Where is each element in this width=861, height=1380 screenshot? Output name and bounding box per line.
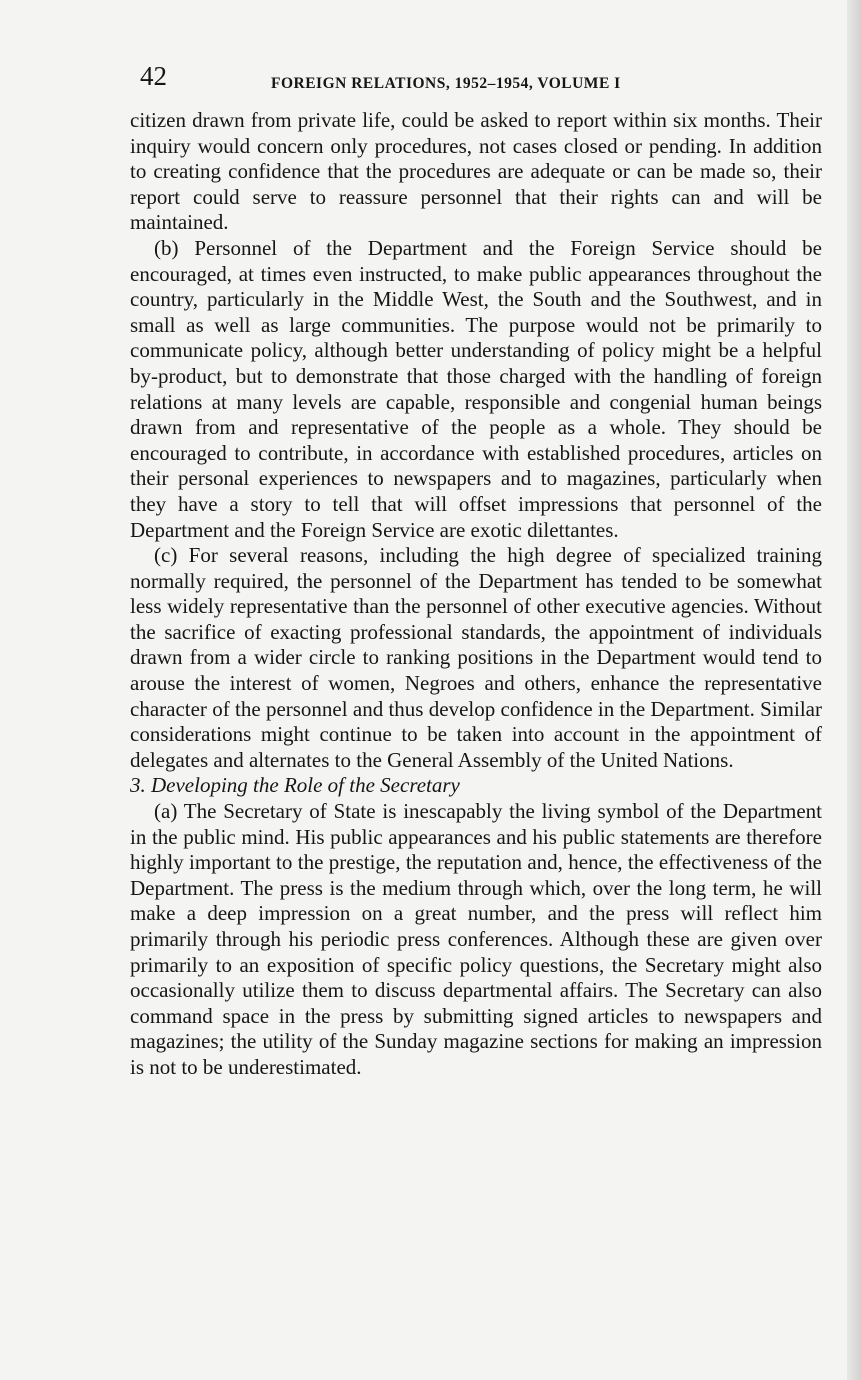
body-text (130, 108, 822, 1081)
paragraph-a: (a) The Secretary of State is inescapably the living symbol of the Department in the public mind. His public appearances and his public statements are therefore highly important to the prestige, the reputation and, hence, the effectiveness of the Department. The press is the medium through which, over the long term, he will make a deep impression on a great number, and the press will reflect him primarily through his periodic press conferences. Although these are given over primarily to an exposition of specific policy questions, the Secretary might also occasionally utilize them to discuss departmental affairs. The Secretary can also command space in the press by submitting signed articles to newspapers and magazines; the utility of the Sunday magazine sections for making an impression is not to be underestimated. (130, 799, 822, 1079)
running-head: FOREIGN RELATIONS, 1952–1954, VOLUME I (271, 75, 621, 92)
paragraph-continuation: citizen drawn from private life, could be asked to report within six months. Their inquiry would concern only procedures, not cases closed or pending. In addition to creating confidence that the procedures are adequate or can be made so, their report could serve to reassure personnel that their rights can and will be maintained. (130, 108, 822, 235)
section-heading: 3. Developing the Role of the Secretary (130, 773, 460, 798)
page-number: 42 (140, 61, 167, 91)
paragraph-b: (b) Personnel of the Department and the Foreign Service should be encouraged, at times even instructed, to make public appearances throughout the country, particularly in the Middle West, the South and the Southwest, and in small as well as large communities. The purpose would not be primarily to communicate policy, although better understanding of policy might be a helpful by-product, but to demonstrate that those charged with the handling of foreign relations at many levels are capable, responsible and congenial human beings drawn from and representative of the people as a whole. They should be encouraged to contribute, in accordance with established procedures, articles on their personal experiences to newspapers and to magazines, particularly when they have a story to tell that will offset impressions that personnel of the Department and the Foreign Service are exotic dilettantes. (130, 235, 822, 542)
page-header (140, 56, 820, 100)
page-edge-shadow (847, 0, 861, 1380)
paragraph-c: (c) For several reasons, including the high degree of specialized training normally required, the personnel of the Department has tended to be somewhat less widely representative than the personnel of other executive agencies. Without the sacrifice of exacting professional standards, the appointment of individuals drawn from a wider circle to ranking positions in the Department would tend to arouse the interest of women, Negroes and others, enhance the representative character of the personnel and thus develop confidence in the Department. Similar considerations might continue to be taken into account in the appointment of delegates and alternates to the General Assembly of the United Nations. (130, 543, 822, 772)
